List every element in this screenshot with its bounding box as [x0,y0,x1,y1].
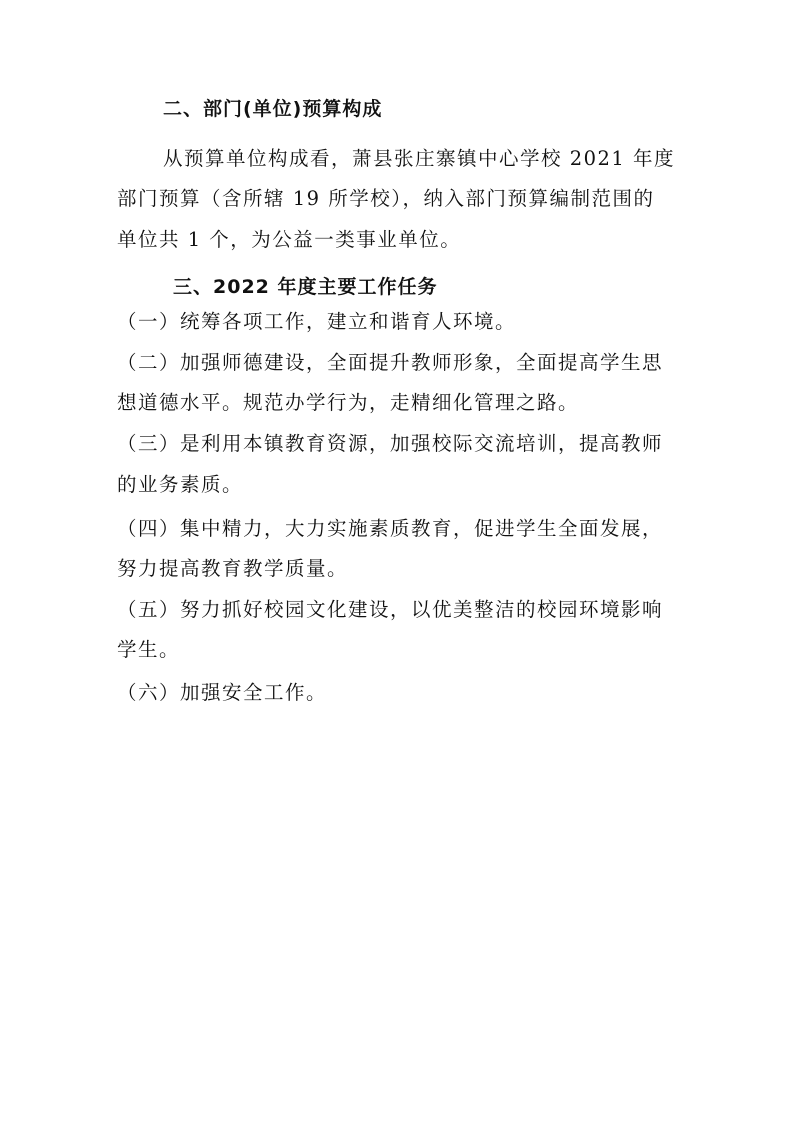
task-line: （四）集中精力，大力实施素质教育，促进学生全面发展， [117,517,664,540]
task-line: 的业务素质。 [117,473,244,496]
task-line: 学生。 [117,638,181,661]
task-line: （二）加强师德建设，全面提升教师形象，全面提高学生思 [117,351,664,374]
section-heading-main-tasks: 三、2022 年度主要工作任务 [173,276,438,298]
paragraph-line: 从预算单位构成看，萧县张庄寨镇中心学校 2021 年度 [163,147,676,170]
task-line: （五）努力抓好校园文化建设，以优美整洁的校园环境影响 [117,598,664,621]
task-line: 努力提高教育教学质量。 [117,557,349,580]
paragraph-line: 单位共 1 个，为公益一类事业单位。 [117,228,462,251]
task-line: 想道德水平。规范办学行为，走精细化管理之路。 [117,391,580,414]
paragraph-line: 部门预算（含所辖 19 所学校），纳入部门预算编制范围的 [117,187,655,210]
task-line: （三）是利用本镇教育资源，加强校际交流培训，提高教师 [117,432,664,455]
task-line: （一）统筹各项工作，建立和谐育人环境。 [117,310,517,333]
section-heading-budget-composition: 二、部门(单位)预算构成 [163,98,383,120]
task-line: （六）加强安全工作。 [117,681,328,704]
